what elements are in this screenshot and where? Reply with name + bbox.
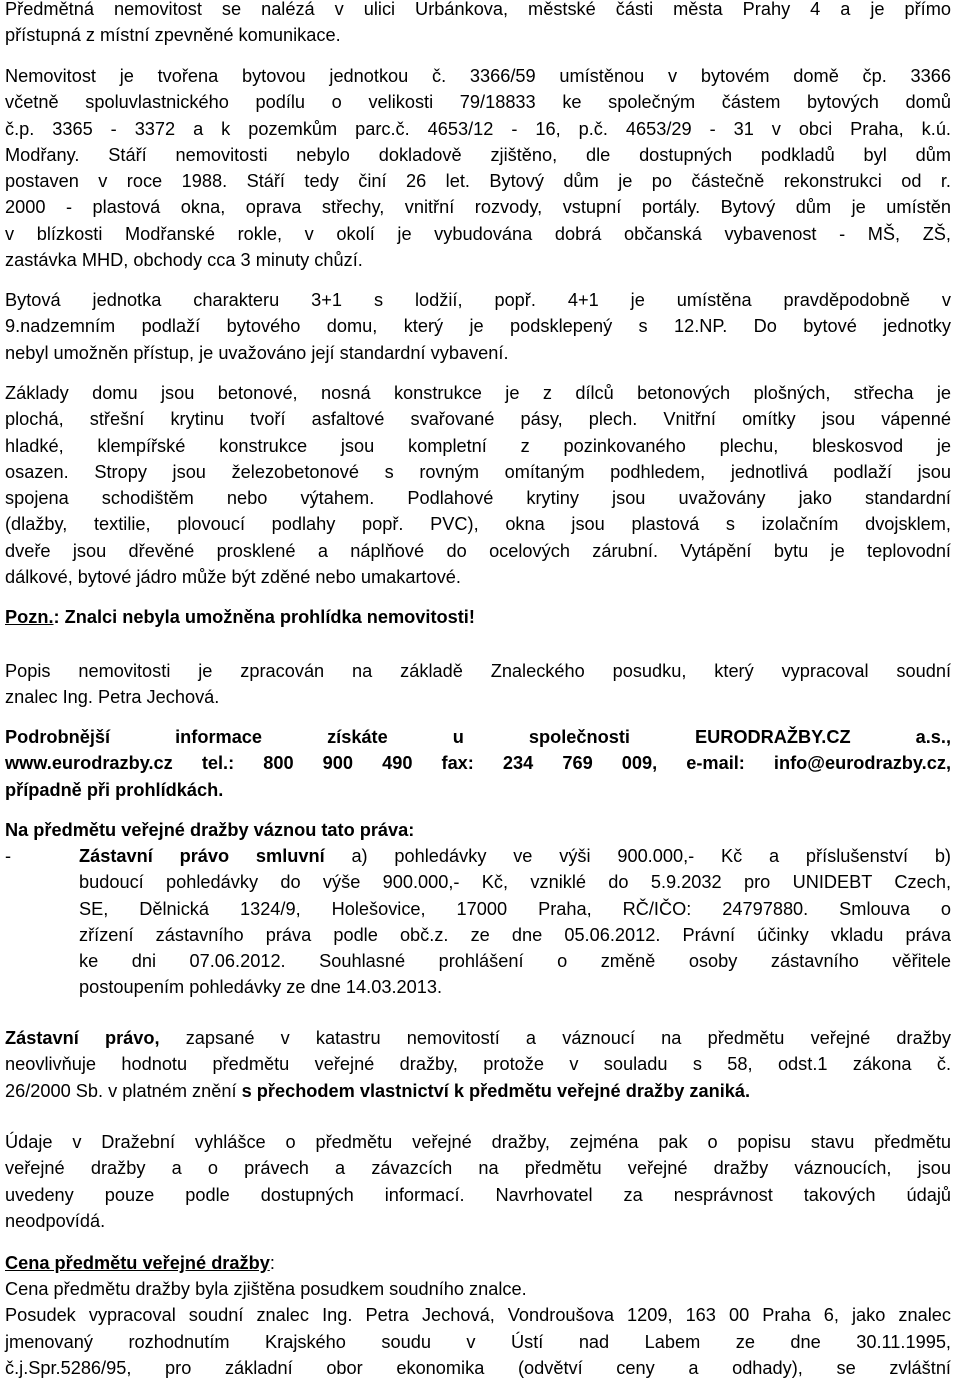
text-line: dálkové, bytové jádro může být zděné nebo umakartové. [5,567,461,588]
text-line: případně při prohlídkách. [5,779,224,800]
text-line: Údaje v Dražební vyhlášce o předmětu veřejné dražby, zejména pak o popisu stavu předmětu [5,1132,951,1152]
text-line: přístupná z místní zpevněné komunikace. [5,25,341,46]
price-heading [5,1250,951,1276]
text-line: veřejné dražby a o právech a závazcích na předmětu veřejné dražby váznoucích, jsou [5,1158,951,1179]
paragraph-construction [5,380,951,590]
text-line: neodpovídá. [5,1210,106,1231]
text-line: zastávka MHD, obchody cca 3 minuty chůzí. [5,250,363,271]
text-line: spojena schodištěm nebo výtahem. Podlahové krytiny jsou uvažovány jako standardní [5,488,951,509]
text-line: Základy domu jsou betonové, nosná konstrukce je z dílců betonových plošných, střecha je [5,383,951,403]
text-line: zřízení zástavního práva podle obč.z. ze dne 05.06.2012. Právní účinky vkladu práva [79,924,951,945]
rights-heading [5,817,951,843]
text-line: ke dni 07.06.2012. Souhlasné prohlášení o změně osoby zástavního věřitele [79,951,951,972]
text-line: nebyl umožněn přístup, je uvažováno její standardní vybavení. [5,342,509,363]
text-line: 9.nadzemním podlaží bytového domu, který je podsklepený s 12.NP. Do bytové jednotky [5,316,951,337]
text-line: dveře jsou dřevěné prosklené a náplňové do ocelových zárubní. Vytápění bytu je teplovodní [5,540,951,561]
paragraph-location [5,0,951,49]
text-line: Nemovitost je tvořena bytovou jednotkou č. 3366/59 umístěnou v bytovém domě čp. 3366 [5,66,951,86]
text-line: budoucí pohledávky do výše 900.000,- Kč, vzniklé do 5.9.2032 pro UNIDEBT Czech, [79,872,951,893]
right-label: Zástavní právo smluvní [79,846,325,866]
text-span: a) pohledávky ve výši 900.000,- Kč a příslušenství b) [324,846,951,866]
heading: Cena předmětu veřejné dražby [5,1253,270,1273]
paragraph-expert-report [5,658,951,711]
text-line: Předmětná nemovitost se nalézá v ulici Urbánkova, městské části města Prahy 4 a je přímo [5,0,951,19]
text-line: Bytová jednotka charakteru 3+1 s lodžií, popř. 4+1 je umístěna pravděpodobně v [5,290,951,310]
text-line: www.eurodrazby.cz tel.: 800 900 490 fax: 234 769 009, e-mail: info@eurodrazby.cz, [5,753,951,774]
note-label: Pozn. [5,607,54,627]
heading: Na předmětu veřejné dražby váznou tato práva: [5,820,415,840]
text-line: Cena předmětu dražby byla zjištěna posudkem soudního znalce. [5,1279,527,1299]
text-line [5,1078,951,1104]
text-line: plochá, střešní krytinu tvoří asfaltové svařované pásy, plech. Vnitřní omítky jsou vápenné [5,409,951,430]
text-line: č.j.Spr.5286/95, pro základní obor ekonomika (odvětví ceny a odhady), se zvláštní [5,1357,951,1378]
text-line [5,1250,951,1276]
paragraph-unit [5,287,951,366]
text-line: osazen. Stropy jsou železobetonové s rovným omítaným podhledem, jednotlivá podlaží jsou [5,461,951,482]
paragraph-description [5,63,951,273]
text-line: hladké, klempířské konstrukce jsou kompletní z pozinkovaného plechu, bleskosvod je [5,435,951,456]
pledge-emphasis: s přechodem vlastnictví k předmětu veřejné dražby zaniká. [241,1080,751,1101]
text-line: v blízkosti Modřanské rokle, v okolí je vybudována dobrá občanská vybavenost - MŠ, ZŠ, [5,223,951,244]
text-line: postoupením pohledávky ze dne 14.03.2013. [79,977,443,998]
pledge-label: Zástavní právo, [5,1028,160,1048]
paragraph-disclaimer [5,1129,951,1234]
text-line: Posudek vypracoval soudní znalec Ing. Petra Jechová, Vondroušova 1209, 163 00 Praha 6, jako znalec [5,1305,951,1326]
text-line: č.p. 3365 - 3372 a k pozemkům parc.č. 4653/12 - 16, p.č. 4653/29 - 31 v obci Praha, k.ú. [5,118,951,139]
paragraph-pledge [5,1025,951,1104]
text-span: : [269,1253,275,1273]
rights-item-body [79,843,951,1001]
text-line: Modřany. Stáří nemovitosti nebylo dokladově zjištěno, dle dostupných podkladů byl dům [5,144,951,165]
text-line [5,1025,951,1051]
list-dash: - [5,846,12,866]
text-span: 26/2000 Sb. v platném znění [5,1080,242,1101]
text-line: uvedeny pouze podle dostupných informací. Navrhovatel za nesprávnost takových údajů [5,1184,951,1205]
paragraph-contact [5,724,951,803]
text-line: včetně spoluvlastnického podílu o velikosti 79/18833 ke společným částem bytových domů [5,92,951,113]
text-line: Popis nemovitosti je zpracován na základě Znaleckého posudku, který vypracoval soudní [5,661,951,681]
text-line: postaven v roce 1988. Stáří tedy činí 26 let. Bytový dům je po částečně rekonstrukci od r. [5,171,951,192]
text-line: (dlažby, textilie, plovoucí podlahy popř. PVC), okna jsou plastová s izolačním dvojsklem, [5,514,951,535]
paragraph-price [5,1276,951,1381]
note-text: : Znalci nebyla umožněna prohlídka nemovitosti! [53,607,475,627]
text-line: znalec Ing. Petra Jechová. [5,687,220,708]
text-span: zapsané v katastru nemovitostí a váznoucí na předmětu veřejné dražby [159,1028,951,1048]
text-line [5,604,951,630]
text-line [79,843,951,869]
text-line: neovlivňuje hodnotu předmětu veřejné dražby, protože v souladu s 58, odst.1 zákona č. [5,1054,951,1075]
text-line: SE, Dělnická 1324/9, Holešovice, 17000 Praha, RČ/IČO: 24797880. Smlouva o [79,898,951,919]
text-line: Podrobnější informace získáte u společnosti EURODRAŽBY.CZ a.s., [5,727,951,747]
text-line: 2000 - plastová okna, oprava střechy, vnitřní rozvody, vstupní portály. Bytový dům je umístěn [5,197,951,218]
note-no-inspection [5,604,951,630]
text-line: jmenovaný rozhodnutím Krajského soudu v Ústí nad Labem ze dne 30.11.1995, [5,1331,951,1352]
